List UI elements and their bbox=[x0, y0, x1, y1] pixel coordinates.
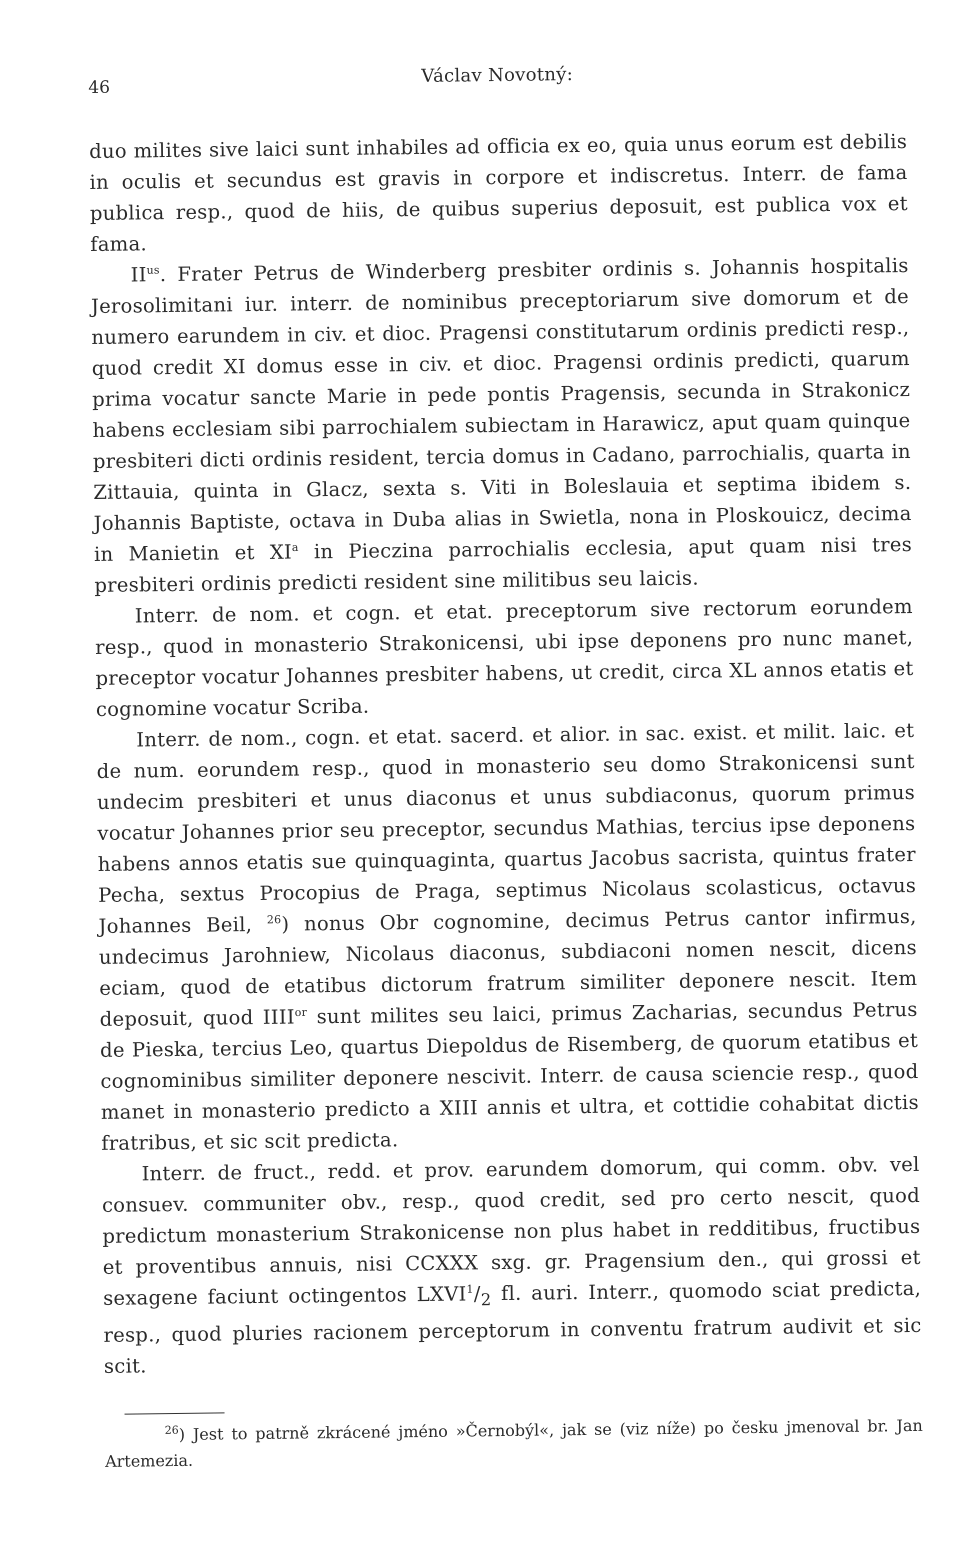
text-run: II bbox=[130, 263, 147, 287]
subscript: 2 bbox=[480, 1290, 492, 1310]
paragraph bbox=[89, 126, 908, 260]
body-text bbox=[89, 126, 922, 1382]
text-run: ) nonus Obr cognomine, decimus Petrus cantor infirmus, undecimus Jarohniew, Nicolaus diaconus, subdiaconi nomen nescit, dicens eciam, quod de etatibus dictorum fratrum similiter deponere nescit. Item deposuit, quod IIII bbox=[98, 904, 918, 1031]
footnote-text: ) Jest to patrně zkrácené jméno »Černobýl«, jak se (viz níže) po česku jmenoval br. Jan Artemezia. bbox=[105, 1415, 923, 1471]
text-run: Interr. de nom. et cogn. et etat. preceptorum sive rectorum eorundem resp., quod in monasterio Strakonicensi, ubi ipse deponens pro nunc manet, preceptor vocatur Johannes presbiter habens, ut credit, circa XL annos etatis et cognomine vocatur Scriba. bbox=[95, 594, 914, 721]
text-run: sunt milites seu laici, primus Zacharias, secundus Petrus de Pieska, tercius Leo, quartus Diepoldus de Risemberg, de quorum etatibus et cognominibus similiter deponere nescivit. Interr. de causa sciencie resp., quod manet in monasterio predicto a XIII annis et ultra, et cottidie cohabitat dictis fratribus, et sic scit predicta. bbox=[99, 997, 919, 1155]
page-header bbox=[88, 50, 906, 100]
text-run: Interr. de nom., cogn. et etat. sacerd. et alior. in sac. exist. et milit. laic. et de num. eorundem resp., quod in monasterio seu domo Strakonicensi sunt undecim presbiteri et unus diaconus et unus subdiaconus, quorum primus vocatur Johannes prior seu preceptor, secundus Mathias, tercius ipse deponens habens annos etatis sue quinquaginta, quartus Jacobus sacrista, quintus frater Pecha, sextus Procopius de Praga, septimus Nicolaus scolasticus, octavus Johannes Beil, bbox=[96, 718, 917, 938]
running-head: Václav Novotný: bbox=[421, 64, 574, 87]
text-run: fl. auri. Interr., quomodo sciat predicta, resp., quod pluries racionem perceptorum in conventu fratrum audivit et sic scit. bbox=[103, 1276, 922, 1378]
superscript: or bbox=[294, 1005, 308, 1020]
footnote-rule bbox=[125, 1412, 225, 1414]
footnote bbox=[105, 1413, 924, 1475]
footnote-marker: 26 bbox=[164, 1423, 179, 1437]
text-run: Interr. de fruct., redd. et prov. earundem domorum, qui comm. obv. vel consuev. communiter obv., resp., quod credit, sed pro certo nescit, quod predictum monasterium Strakonicense non plus habet in redditibus, fructibus et proventibus annuis, nisi CCXXX sxg. gr. Pragensium den., qui grossi et sexagene faciunt octingentos LXVI bbox=[101, 1152, 921, 1310]
text-run: . Frater Petrus de Winderberg presbiter ordinis s. Johannis hospitalis Jerosolimitani iur. interr. de nominibus preceptoriarum sive domorum et de numero earundem in civ. et dioc. Pragensi constitutarum ordinis predicti resp., quod credit XI domus esse in civ. et dioc. Pragensi ordinis predicti, quarum prima vocatur sancte Marie in pede pontis Pragensis, secunda in Strakonicz habens ecclesiam sibi parrochialem subiectam in Harawicz, aput quam quinque presbiteri dicti ordinis resident, tercia domus in Cadano, parrochialis, quarta in Zittauia, quinta in Glacz, sexta s. Viti in Boleslauia et septima ibidem s. Johannis Baptiste, octava in Duba alias in Swietla, nona in Ploskouicz, decima in Manietin et XI bbox=[90, 253, 912, 566]
superscript: 26 bbox=[266, 913, 282, 927]
superscript: a bbox=[291, 540, 299, 555]
page-number: 46 bbox=[88, 77, 111, 98]
text-run: duo milites sive laici sunt inhabiles ad officia ex eo, quia unus eorum est debilis in oculis et secundus est gravis in corpore et indiscretus. Interr. de fama publica resp., quod de hiis, de quibus superius deposuit, est publica vox et fama. bbox=[88, 130, 908, 256]
page bbox=[88, 50, 924, 1520]
paragraph bbox=[90, 250, 912, 601]
superscript: us bbox=[146, 263, 160, 277]
paragraph bbox=[101, 1149, 922, 1382]
superscript: 1 bbox=[466, 1282, 474, 1296]
text-run: in Pieczina parrochialis ecclesia, aput quam nisi tres presbiteri ordinis predicti resident sine militibus seu laicis. bbox=[94, 532, 913, 597]
paragraph bbox=[96, 715, 919, 1159]
paragraph bbox=[95, 591, 914, 725]
text-run: / bbox=[473, 1282, 481, 1306]
